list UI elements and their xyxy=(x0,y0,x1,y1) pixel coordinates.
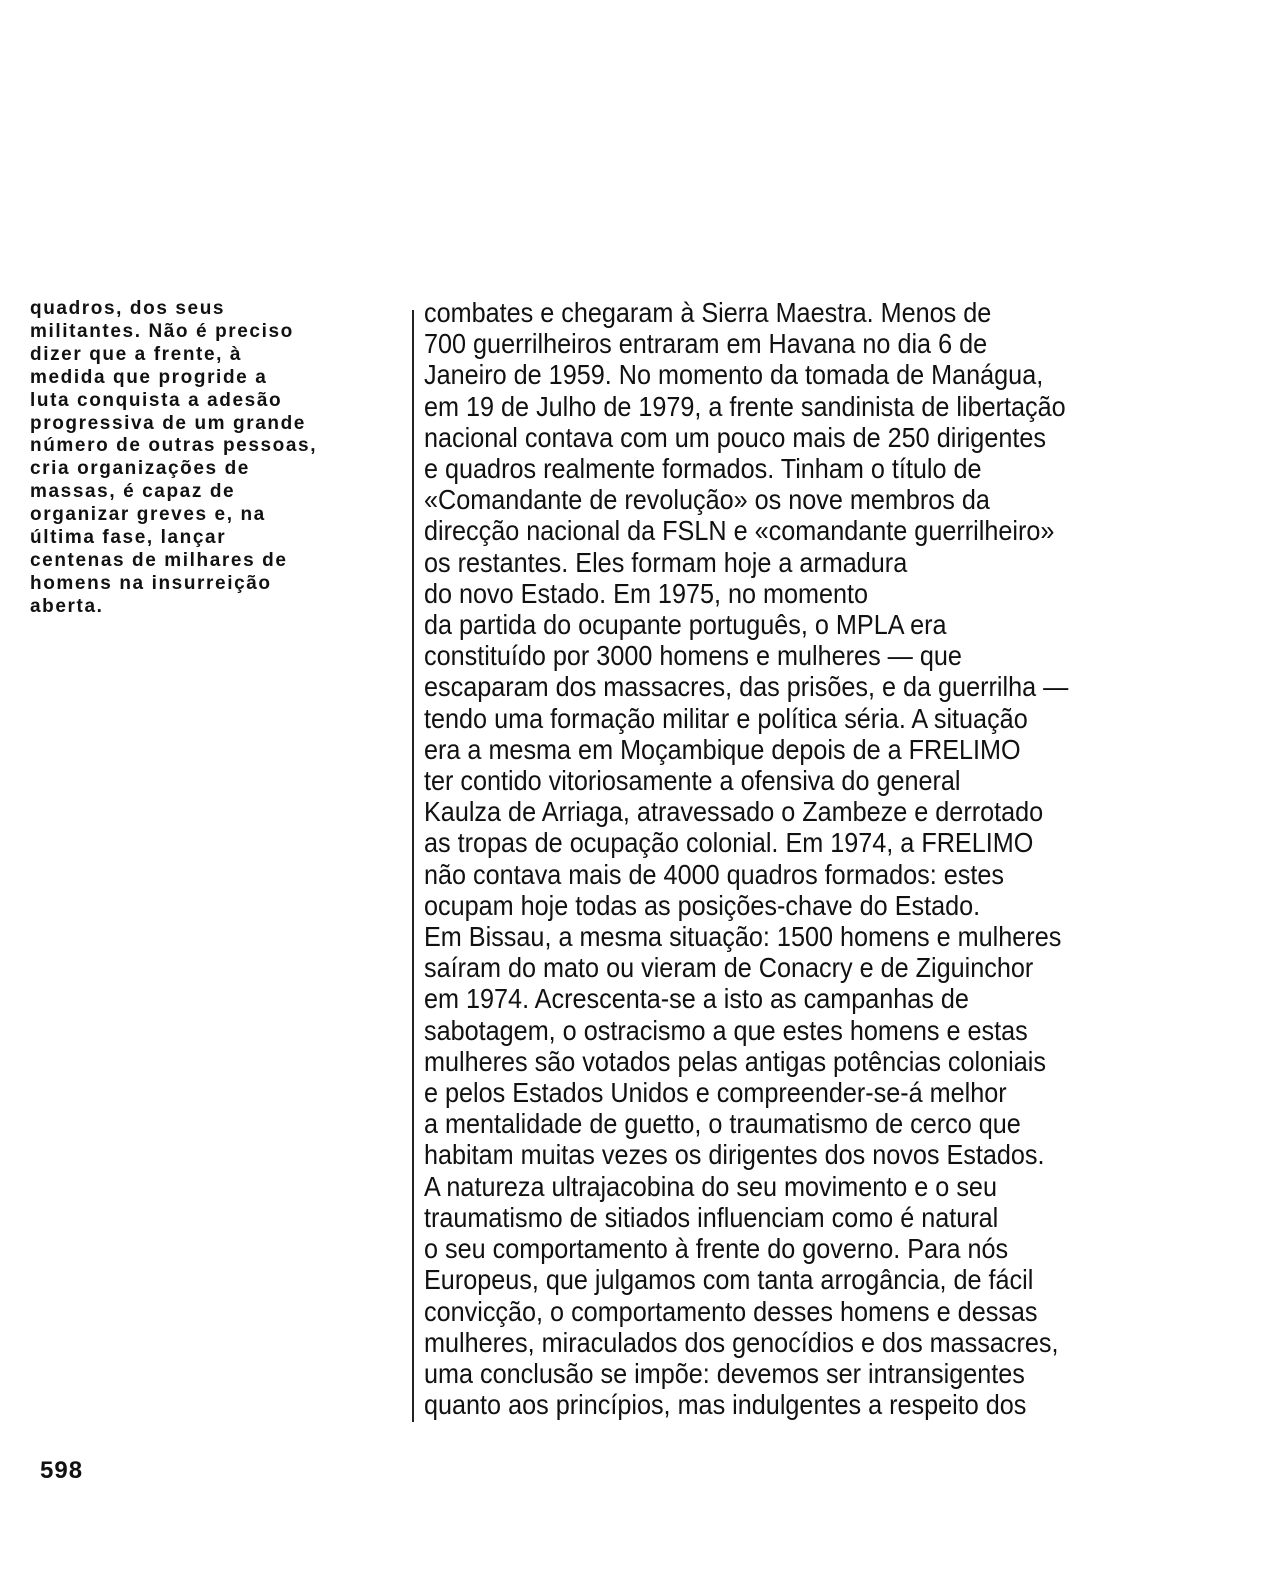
text-line: em 19 de Julho de 1979, a frente sandinista de libertação xyxy=(424,390,1066,422)
text-line: os restantes. Eles formam hoje a armadura xyxy=(424,546,908,578)
text-line: da partida do ocupante português, o MPLA era xyxy=(424,609,947,641)
text-line: mulheres são votados pelas antigas potências coloniais xyxy=(424,1045,1046,1077)
text-line: última fase, lançar xyxy=(30,527,227,549)
text-line: uma conclusão se impõe: devemos ser intransigentes xyxy=(424,1357,1025,1389)
text-line: Em Bissau, a mesma situação: 1500 homens e mulheres xyxy=(424,921,1062,953)
text-line: massas, é capaz de xyxy=(30,481,236,503)
text-line: progressiva de um grande xyxy=(30,412,306,434)
text-line: combates e chegaram à Sierra Maestra. Menos de xyxy=(424,297,992,328)
text-line: tendo uma formação militar e política séria. A situação xyxy=(424,702,1028,734)
text-line: «Comandante de revolução» os nove membros da xyxy=(424,484,990,516)
text-line: Europeus, que julgamos com tanta arrogância, de fácil xyxy=(424,1264,1034,1296)
text-line: quadros, dos seus xyxy=(30,298,226,319)
text-line: o seu comportamento à frente do governo. Para nós xyxy=(424,1233,1009,1265)
text-line: medida que progride a xyxy=(30,366,268,388)
text-line: em 1974. Acrescenta-se a isto as campanhas de xyxy=(424,983,969,1015)
text-line: ter contido vitoriosamente a ofensiva do general xyxy=(424,765,961,797)
page-number: 598 xyxy=(40,1457,84,1484)
left-column-text xyxy=(30,298,400,619)
text-line: convicção, o comportamento desses homens e dessas xyxy=(424,1295,1038,1327)
text-line: número de outras pessoas, xyxy=(30,435,318,457)
text-line: e quadros realmente formados. Tinham o título de xyxy=(424,453,982,485)
text-line: direcção nacional da FSLN e «comandante guerrilheiro» xyxy=(424,515,1055,547)
text-line: homens na insurreição xyxy=(30,572,272,594)
text-line: não contava mais de 4000 quadros formados: estes xyxy=(424,858,1004,890)
text-line: cria organizações de xyxy=(30,458,250,480)
text-line: do novo Estado. Em 1975, no momento xyxy=(424,577,869,609)
text-line: centenas de milhares de xyxy=(30,549,288,571)
text-line: e pelos Estados Unidos e compreender-se-á melhor xyxy=(424,1077,1007,1109)
text-line: sabotagem, o ostracismo a que estes homens e estas xyxy=(424,1014,1028,1046)
text-line: escaparam dos massacres, das prisões, e da guerrilha — xyxy=(424,671,1069,703)
text-line: ocupam hoje todas as posições-chave do Estado. xyxy=(424,889,981,921)
text-line: nacional contava com um pouco mais de 250 dirigentes xyxy=(424,421,1046,453)
text-line: as tropas de ocupação colonial. Em 1974, a FRELIMO xyxy=(424,827,1034,859)
text-line: habitam muitas vezes os dirigentes dos novos Estados. xyxy=(424,1139,1045,1171)
text-line: dizer que a frente, à xyxy=(30,343,243,365)
text-line: A natureza ultrajacobina do seu movimento e o seu xyxy=(424,1170,997,1202)
right-column-text xyxy=(424,297,1224,1420)
text-line: era a mesma em Moçambique depois de a FRELIMO xyxy=(424,733,1021,765)
text-line: constituído por 3000 homens e mulheres — que xyxy=(424,640,962,672)
text-line: 700 guerrilheiros entraram em Havana no dia 6 de xyxy=(424,328,988,360)
text-line: Kaulza de Arriaga, atravessado o Zambeze e derrotado xyxy=(424,796,1044,828)
column-divider xyxy=(412,310,414,1422)
text-line: aberta. xyxy=(30,595,104,617)
text-line: militantes. Não é preciso xyxy=(30,320,294,342)
text-line: luta conquista a adesão xyxy=(30,389,283,411)
text-line: Janeiro de 1959. No momento da tomada de Manágua, xyxy=(424,359,1044,391)
text-line: mulheres, miraculados dos genocídios e dos massacres, xyxy=(424,1326,1059,1358)
text-line: saíram do mato ou vieram de Conacry e de Ziguinchor xyxy=(424,952,1034,984)
text-line: traumatismo de sitiados influenciam como é natural xyxy=(424,1201,999,1233)
text-line: a mentalidade de guetto, o traumatismo de cerco que xyxy=(424,1108,1021,1140)
text-line: quanto aos princípios, mas indulgentes a respeito dos xyxy=(424,1389,1027,1421)
text-line: organizar greves e, na xyxy=(30,504,266,526)
